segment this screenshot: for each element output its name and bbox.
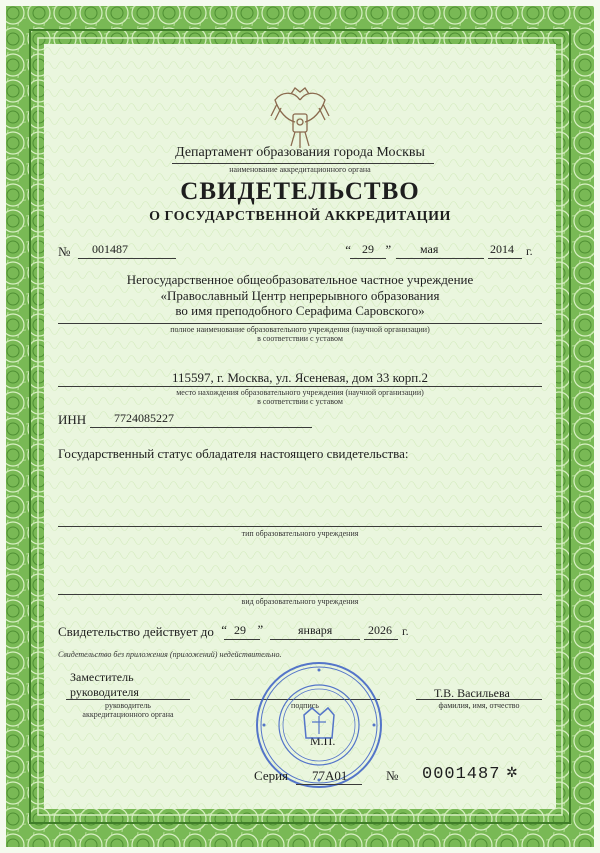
address-caption-2: в соответствии с уставом	[257, 397, 343, 406]
serial-number: 0001487	[422, 765, 501, 784]
validity-close-quote: ”	[256, 622, 264, 637]
open-quote: “	[344, 242, 352, 257]
authority-caption: наименование аккредитационного органа	[229, 165, 371, 174]
type-caption: тип образовательного учреждения	[241, 529, 359, 538]
validity-month: января	[298, 623, 333, 637]
issue-year: 2014	[490, 242, 514, 256]
position-line-1: Заместитель	[70, 670, 134, 684]
validity-year: 2026	[368, 623, 392, 637]
kind-caption: вид образовательного учреждения	[241, 597, 359, 606]
kind-underline	[58, 594, 542, 595]
certificate-field	[44, 44, 556, 809]
authority-underline	[172, 163, 434, 164]
year-underline	[488, 258, 522, 259]
issuing-authority: Департамент образования города Москвы	[175, 145, 425, 160]
validity-note: Свидетельство без приложения (приложений) недействительно.	[58, 650, 282, 659]
organization-caption-1: полное наименование образовательного учреждения (научной организации)	[170, 325, 430, 334]
position-line-2: руководителя	[70, 685, 139, 699]
document-title: СВИДЕТЕЛЬСТВО	[180, 178, 420, 205]
day-underline	[350, 258, 386, 259]
validity-day: 29	[234, 623, 246, 637]
inn-label: ИНН	[58, 412, 87, 427]
validity-label: Свидетельство действует до	[58, 624, 214, 639]
issue-day: 29	[362, 242, 374, 256]
organization-address: 115597, г. Москва, ул. Ясеневая, дом 33 корп.2	[172, 370, 428, 385]
number-label: №	[58, 244, 71, 259]
organization-underline	[58, 323, 542, 324]
validity-day-underline	[224, 639, 260, 640]
address-caption-1: место нахождения образовательного учреждения (научной организации)	[176, 388, 424, 397]
serial-number-label: №	[386, 768, 399, 783]
validity-year-underline	[364, 639, 398, 640]
number-underline	[78, 258, 176, 259]
organization-caption-2: в соответствии с уставом	[257, 334, 343, 343]
coat-of-arms-icon	[269, 86, 331, 152]
signatory-name: Т.В. Васильева	[434, 686, 510, 700]
certificate-number: 001487	[92, 242, 128, 256]
issue-month: мая	[420, 242, 439, 256]
position-caption-1: руководитель	[105, 701, 151, 710]
address-underline	[58, 386, 542, 387]
organization-line-2: «Православный Центр непрерывного образования	[160, 288, 440, 303]
month-underline	[396, 258, 484, 259]
series-underline	[296, 784, 362, 785]
year-suffix: г.	[526, 244, 533, 258]
name-caption: фамилия, имя, отчество	[438, 701, 520, 710]
organization-line-1: Негосударственное общеобразовательное частное учреждение	[126, 272, 474, 287]
close-quote: ”	[384, 242, 392, 257]
type-underline	[58, 526, 542, 527]
series-value: 77А01	[312, 768, 348, 783]
document-subtitle: О ГОСУДАРСТВЕННОЙ АККРЕДИТАЦИИ	[149, 209, 451, 224]
name-underline	[416, 699, 542, 700]
series-label: Серия	[254, 768, 289, 783]
validity-open-quote: “	[220, 622, 228, 637]
stamp-label: М.П.	[310, 734, 336, 748]
validity-year-suffix: г.	[402, 624, 409, 638]
position-underline	[66, 699, 190, 700]
inn-value: 7724085227	[114, 411, 174, 425]
organization-line-3: во имя преподобного Серафима Саровского»	[175, 303, 425, 318]
snowflake-icon: ✲	[506, 766, 518, 781]
status-heading: Государственный статус обладателя настоящего свидетельства:	[58, 446, 409, 461]
signature-caption: подпись	[291, 701, 319, 710]
validity-month-underline	[270, 639, 360, 640]
inn-underline	[90, 427, 312, 428]
position-caption-2: аккредитационного органа	[82, 710, 174, 719]
